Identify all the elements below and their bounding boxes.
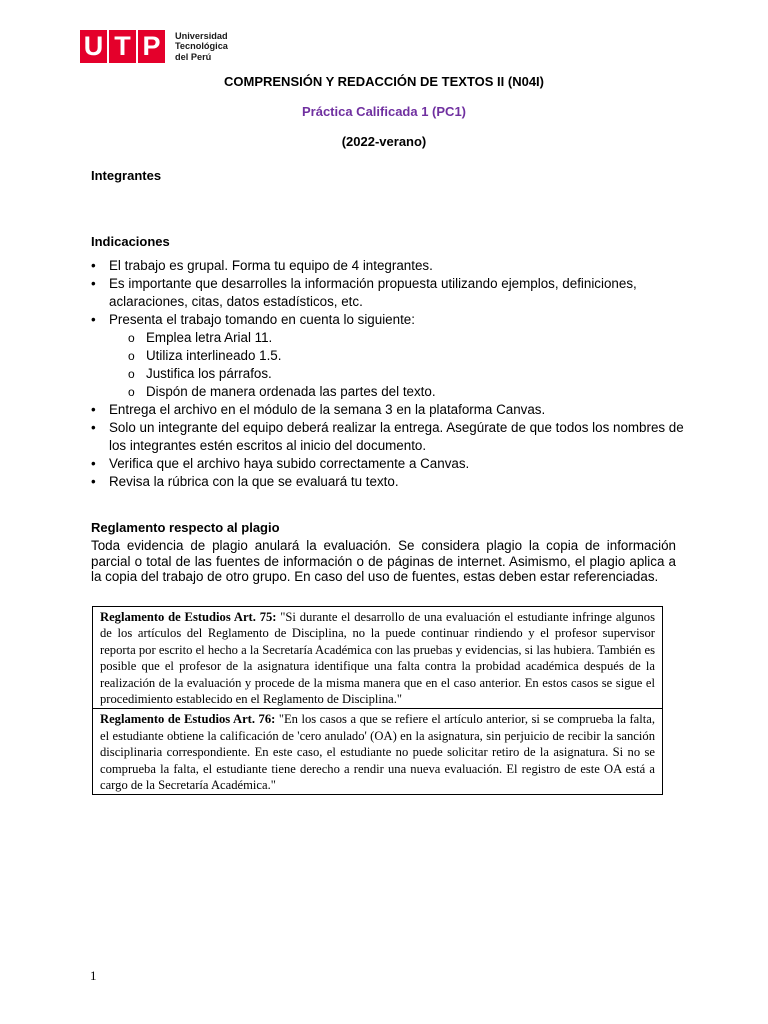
document-title: COMPRENSIÓN Y REDACCIÓN DE TEXTOS II (N04I) (224, 74, 544, 89)
article-label: Reglamento de Estudios Art. 75: (100, 610, 277, 624)
list-item: • Solo un integrante del equipo deberá realizar la entrega. Asegúrate de que todos los nombres de los integrantes estén escritos al inicio del documento. (91, 419, 686, 455)
logo-letter-t: T (109, 30, 136, 63)
indicaciones-heading: Indicaciones (91, 234, 170, 249)
article-76 (93, 708, 662, 794)
format-sublist (109, 329, 686, 401)
plagio-paragraph: Toda evidencia de plagio anulará la evaluación. Se considera plagio la copia de información parcial o total de las fuentes de información o de páginas de internet. Asimismo, el plagio aplica a la copia del trabajo de otro grupo. En caso del uso de fuentes, estas deben estar referenciadas. (91, 538, 676, 584)
sublist-item: o Utiliza interlineado 1.5. (109, 347, 686, 365)
page-number: 1 (90, 968, 97, 983)
list-item: • El trabajo es grupal. Forma tu equipo de 4 integrantes. (91, 257, 686, 275)
sublist-item: o Justifica los párrafos. (109, 365, 686, 383)
integrantes-heading: Integrantes (91, 168, 162, 183)
logo-text (175, 31, 228, 63)
article-label: Reglamento de Estudios Art. 76: (100, 712, 276, 727)
sublist-item: o Emplea letra Arial 11. (109, 329, 686, 347)
article-75 (93, 607, 662, 708)
list-item-text: Presenta el trabajo tomando en cuenta lo siguiente: (109, 312, 415, 327)
logo-line-1: Universidad (175, 30, 228, 41)
sublist-item: o Dispón de manera ordenada las partes del texto. (109, 383, 686, 401)
document-subtitle: Práctica Calificada 1 (PC1) (301, 104, 467, 119)
logo-line-3: del Perú (175, 51, 212, 62)
logo-line-2: Tecnológica (175, 41, 228, 52)
list-item: • Verifica que el archivo haya subido correctamente a Canvas. (91, 455, 686, 473)
indicaciones-list (91, 257, 686, 491)
logo-letter-u: U (80, 30, 107, 63)
document-term: (2022-verano) (341, 134, 427, 149)
plagio-heading: Reglamento respecto al plagio (91, 520, 280, 535)
regulations-box (92, 606, 663, 795)
article-text: "En los casos a que se refiere el artículo anterior, si se comprueba la falta, el estudiante obtiene la calificación de 'cero anulado' (OA) en la asignatura, sin perjuicio de recibir la sanción disciplinaria correspondiente. En este caso, el estudiante no puede solicitar retiro de la asignatura. Si no se comprueba la falta, el estudiante tiene derecho a rendir una nueva evaluación. El registro de este OA está a cargo de la Secretaría Académica." (100, 712, 655, 793)
article-text: "Si durante el desarrollo de una evaluación el estudiante infringe algunos de los artículos del Reglamento de Disciplina, no la puede continuar rindiendo y el profesor supervisor reporta por escrito el hecho a la Secretaría Académica con las pruebas y evidencias, si las hubiera. También es posible que el profesor de la asignatura identifique una falta contra la probidad académica después de la realización de la evaluación y procede de la misma manera que en el caso anterior. En estos casos se sigue el procedimiento establecido en el Reglamento de Disciplina." (100, 610, 655, 707)
list-item (91, 311, 686, 401)
logo-letter-p: P (138, 30, 165, 63)
list-item: • Entrega el archivo en el módulo de la semana 3 en la plataforma Canvas. (91, 401, 686, 419)
list-item: • Revisa la rúbrica con la que se evaluará tu texto. (91, 473, 686, 491)
list-item: • Es importante que desarrolles la información propuesta utilizando ejemplos, definiciones, aclaraciones, citas, datos estadísticos, etc. (91, 275, 686, 311)
utp-logo (80, 29, 228, 64)
